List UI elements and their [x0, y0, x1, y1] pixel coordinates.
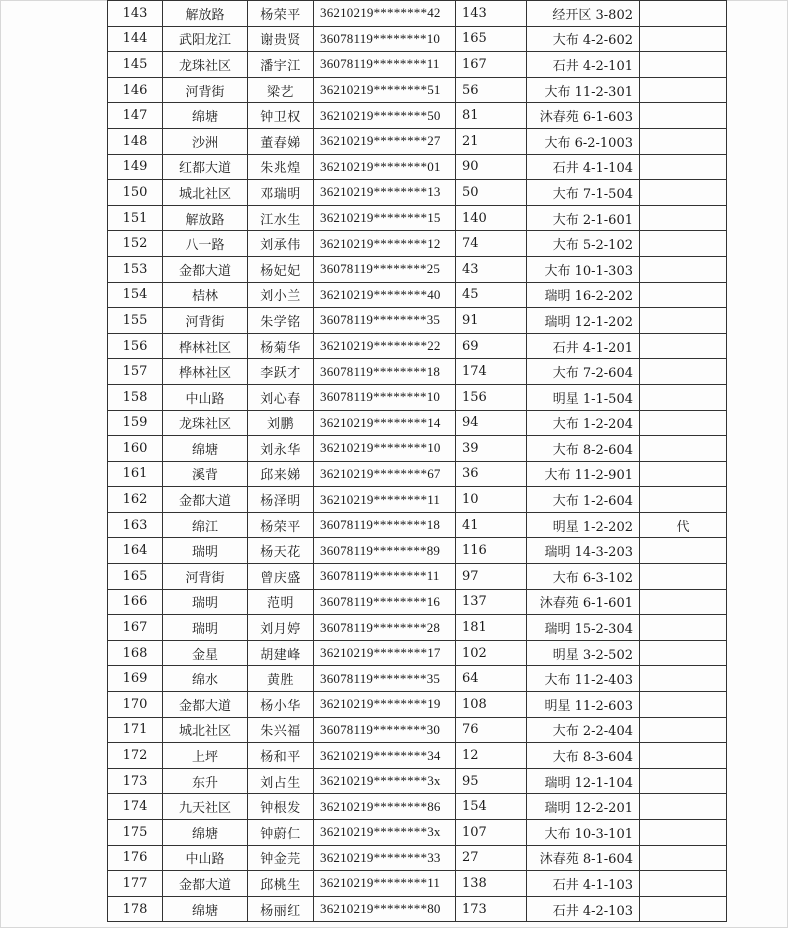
address-cell: 绵江 [163, 512, 248, 538]
id-number-cell: 36210219********11 [314, 871, 456, 897]
person-name-cell: 杨小华 [248, 692, 314, 718]
row-number-cell: 168 [108, 640, 163, 666]
table-row [108, 845, 727, 871]
address-cell: 八一路 [163, 231, 248, 257]
address-cell: 金都大道 [163, 256, 248, 282]
remark-cell [640, 768, 727, 794]
id-number-cell: 36210219********27 [314, 128, 456, 154]
person-name-cell: 朱兴福 [248, 717, 314, 743]
person-name-cell: 范明 [248, 589, 314, 615]
housing-unit-cell: 瑞明 12-1-202 [527, 308, 640, 334]
row-number-cell: 157 [108, 359, 163, 385]
id-number-cell: 36210219********22 [314, 333, 456, 359]
sequence-cell: 154 [456, 794, 527, 820]
person-name-cell: 杨荣平 [248, 512, 314, 538]
person-name-cell: 江水生 [248, 205, 314, 231]
person-name-cell: 刘小兰 [248, 282, 314, 308]
sequence-cell: 39 [456, 436, 527, 462]
id-number-cell: 36078119********25 [314, 256, 456, 282]
sequence-cell: 56 [456, 77, 527, 103]
housing-unit-cell: 大布 1-2-204 [527, 410, 640, 436]
person-name-cell: 朱兆煌 [248, 154, 314, 180]
sequence-cell: 108 [456, 692, 527, 718]
remark-cell [640, 359, 727, 385]
table-row [108, 77, 727, 103]
housing-unit-cell: 瑞明 15-2-304 [527, 615, 640, 641]
sequence-cell: 27 [456, 845, 527, 871]
table-row [108, 282, 727, 308]
sequence-cell: 95 [456, 768, 527, 794]
remark-cell [640, 743, 727, 769]
id-number-cell: 36210219********51 [314, 77, 456, 103]
remark-cell [640, 52, 727, 78]
row-number-cell: 159 [108, 410, 163, 436]
address-cell: 城北社区 [163, 717, 248, 743]
remark-cell [640, 487, 727, 513]
row-number-cell: 143 [108, 1, 163, 27]
address-cell: 武阳龙江 [163, 26, 248, 52]
table-row [108, 871, 727, 897]
id-number-cell: 36210219********33 [314, 845, 456, 871]
remark-cell [640, 77, 727, 103]
table-row [108, 589, 727, 615]
person-name-cell: 钟卫权 [248, 103, 314, 129]
address-cell: 绵水 [163, 666, 248, 692]
row-number-cell: 148 [108, 128, 163, 154]
table-row [108, 487, 727, 513]
row-number-cell: 174 [108, 794, 163, 820]
housing-unit-cell: 经开区 3-802 [527, 1, 640, 27]
housing-unit-cell: 瑞明 12-1-104 [527, 768, 640, 794]
remark-cell [640, 794, 727, 820]
address-cell: 龙珠社区 [163, 52, 248, 78]
person-name-cell: 谢贵贤 [248, 26, 314, 52]
remark-cell [640, 845, 727, 871]
remark-cell [640, 896, 727, 922]
sequence-cell: 10 [456, 487, 527, 513]
remark-cell [640, 692, 727, 718]
address-cell: 绵塘 [163, 103, 248, 129]
row-number-cell: 177 [108, 871, 163, 897]
address-cell: 河背街 [163, 77, 248, 103]
sequence-cell: 94 [456, 410, 527, 436]
person-name-cell: 潘宇江 [248, 52, 314, 78]
remark-cell [640, 538, 727, 564]
table-row [108, 256, 727, 282]
id-number-cell: 36078119********11 [314, 52, 456, 78]
table-row [108, 26, 727, 52]
person-name-cell: 李跃才 [248, 359, 314, 385]
housing-unit-cell: 大布 1-2-604 [527, 487, 640, 513]
remark-cell: 代 [640, 512, 727, 538]
housing-unit-cell: 沐春苑 8-1-604 [527, 845, 640, 871]
row-number-cell: 165 [108, 564, 163, 590]
address-cell: 红都大道 [163, 154, 248, 180]
table-row [108, 615, 727, 641]
row-number-cell: 162 [108, 487, 163, 513]
address-cell: 金都大道 [163, 487, 248, 513]
sequence-cell: 81 [456, 103, 527, 129]
table-row [108, 231, 727, 257]
housing-unit-cell: 石井 4-1-201 [527, 333, 640, 359]
person-name-cell: 朱学铭 [248, 308, 314, 334]
address-cell: 解放路 [163, 205, 248, 231]
row-number-cell: 147 [108, 103, 163, 129]
sequence-cell: 36 [456, 461, 527, 487]
remark-cell [640, 717, 727, 743]
address-cell: 绵塘 [163, 820, 248, 846]
row-number-cell: 161 [108, 461, 163, 487]
roster-table [107, 0, 727, 922]
table-row [108, 820, 727, 846]
sequence-cell: 91 [456, 308, 527, 334]
remark-cell [640, 564, 727, 590]
housing-unit-cell: 大布 4-2-602 [527, 26, 640, 52]
person-name-cell: 杨泽明 [248, 487, 314, 513]
row-number-cell: 153 [108, 256, 163, 282]
housing-unit-cell: 石井 4-1-104 [527, 154, 640, 180]
person-name-cell: 杨天花 [248, 538, 314, 564]
person-name-cell: 杨和平 [248, 743, 314, 769]
address-cell: 河背街 [163, 308, 248, 334]
housing-unit-cell: 瑞明 14-3-203 [527, 538, 640, 564]
remark-cell [640, 640, 727, 666]
row-number-cell: 150 [108, 180, 163, 206]
row-number-cell: 172 [108, 743, 163, 769]
sequence-cell: 76 [456, 717, 527, 743]
table-row [108, 180, 727, 206]
table-row [108, 1, 727, 27]
table-row [108, 666, 727, 692]
id-number-cell: 36210219********50 [314, 103, 456, 129]
remark-cell [640, 128, 727, 154]
table-row [108, 154, 727, 180]
sequence-cell: 174 [456, 359, 527, 385]
id-number-cell: 36210219********42 [314, 1, 456, 27]
id-number-cell: 36210219********3x [314, 768, 456, 794]
housing-unit-cell: 石井 4-2-101 [527, 52, 640, 78]
housing-unit-cell: 瑞明 12-2-201 [527, 794, 640, 820]
address-cell: 河背街 [163, 564, 248, 590]
housing-unit-cell: 大布 10-1-303 [527, 256, 640, 282]
remark-cell [640, 615, 727, 641]
row-number-cell: 145 [108, 52, 163, 78]
row-number-cell: 158 [108, 384, 163, 410]
table-row [108, 564, 727, 590]
sequence-cell: 156 [456, 384, 527, 410]
id-number-cell: 36210219********40 [314, 282, 456, 308]
roster-table-body [108, 1, 727, 922]
remark-cell [640, 666, 727, 692]
row-number-cell: 149 [108, 154, 163, 180]
person-name-cell: 钟金芫 [248, 845, 314, 871]
row-number-cell: 152 [108, 231, 163, 257]
table-row [108, 896, 727, 922]
table-row [108, 692, 727, 718]
id-number-cell: 36210219********11 [314, 487, 456, 513]
id-number-cell: 36078119********18 [314, 359, 456, 385]
id-number-cell: 36078119********10 [314, 384, 456, 410]
housing-unit-cell: 沐春苑 6-1-603 [527, 103, 640, 129]
row-number-cell: 163 [108, 512, 163, 538]
id-number-cell: 36210219********17 [314, 640, 456, 666]
row-number-cell: 173 [108, 768, 163, 794]
sequence-cell: 137 [456, 589, 527, 615]
id-number-cell: 36210219********12 [314, 231, 456, 257]
person-name-cell: 杨荣平 [248, 1, 314, 27]
person-name-cell: 邱桃生 [248, 871, 314, 897]
housing-unit-cell: 明星 1-2-202 [527, 512, 640, 538]
person-name-cell: 杨丽红 [248, 896, 314, 922]
table-row [108, 308, 727, 334]
id-number-cell: 36210219********13 [314, 180, 456, 206]
table-row [108, 538, 727, 564]
id-number-cell: 36078119********16 [314, 589, 456, 615]
row-number-cell: 156 [108, 333, 163, 359]
id-number-cell: 36210219********10 [314, 436, 456, 462]
housing-unit-cell: 明星 11-2-603 [527, 692, 640, 718]
housing-unit-cell: 大布 7-2-604 [527, 359, 640, 385]
person-name-cell: 刘鹏 [248, 410, 314, 436]
person-name-cell: 刘永华 [248, 436, 314, 462]
row-number-cell: 167 [108, 615, 163, 641]
remark-cell [640, 205, 727, 231]
row-number-cell: 176 [108, 845, 163, 871]
id-number-cell: 36210219********14 [314, 410, 456, 436]
person-name-cell: 梁艺 [248, 77, 314, 103]
address-cell: 东升 [163, 768, 248, 794]
person-name-cell: 杨菊华 [248, 333, 314, 359]
person-name-cell: 曾庆盛 [248, 564, 314, 590]
person-name-cell: 刘承伟 [248, 231, 314, 257]
remark-cell [640, 180, 727, 206]
table-row [108, 103, 727, 129]
table-row [108, 52, 727, 78]
address-cell: 瑞明 [163, 615, 248, 641]
sequence-cell: 181 [456, 615, 527, 641]
housing-unit-cell: 石井 4-2-103 [527, 896, 640, 922]
address-cell: 城北社区 [163, 180, 248, 206]
table-row [108, 384, 727, 410]
row-number-cell: 160 [108, 436, 163, 462]
address-cell: 金都大道 [163, 692, 248, 718]
remark-cell [640, 333, 727, 359]
remark-cell [640, 871, 727, 897]
sequence-cell: 43 [456, 256, 527, 282]
housing-unit-cell: 明星 1-1-504 [527, 384, 640, 410]
address-cell: 九天社区 [163, 794, 248, 820]
housing-unit-cell: 大布 8-3-604 [527, 743, 640, 769]
id-number-cell: 36210219********67 [314, 461, 456, 487]
id-number-cell: 36078119********28 [314, 615, 456, 641]
address-cell: 中山路 [163, 384, 248, 410]
housing-unit-cell: 沐春苑 6-1-601 [527, 589, 640, 615]
address-cell: 中山路 [163, 845, 248, 871]
table-row [108, 410, 727, 436]
sequence-cell: 143 [456, 1, 527, 27]
table-row [108, 436, 727, 462]
address-cell: 桦林社区 [163, 333, 248, 359]
remark-cell [640, 231, 727, 257]
remark-cell [640, 589, 727, 615]
person-name-cell: 钟蔚仁 [248, 820, 314, 846]
table-row [108, 794, 727, 820]
sequence-cell: 45 [456, 282, 527, 308]
housing-unit-cell: 大布 10-3-101 [527, 820, 640, 846]
address-cell: 沙洲 [163, 128, 248, 154]
sequence-cell: 90 [456, 154, 527, 180]
housing-unit-cell: 大布 11-2-901 [527, 461, 640, 487]
row-number-cell: 154 [108, 282, 163, 308]
sequence-cell: 167 [456, 52, 527, 78]
id-number-cell: 36210219********3x [314, 820, 456, 846]
address-cell: 金星 [163, 640, 248, 666]
person-name-cell: 刘心春 [248, 384, 314, 410]
sequence-cell: 107 [456, 820, 527, 846]
person-name-cell: 杨妃妃 [248, 256, 314, 282]
housing-unit-cell: 大布 11-2-301 [527, 77, 640, 103]
row-number-cell: 155 [108, 308, 163, 334]
id-number-cell: 36078119********89 [314, 538, 456, 564]
person-name-cell: 钟根发 [248, 794, 314, 820]
address-cell: 金都大道 [163, 871, 248, 897]
row-number-cell: 144 [108, 26, 163, 52]
person-name-cell: 邓瑞明 [248, 180, 314, 206]
address-cell: 瑞明 [163, 538, 248, 564]
housing-unit-cell: 大布 11-2-403 [527, 666, 640, 692]
table-row [108, 512, 727, 538]
housing-unit-cell: 大布 2-2-404 [527, 717, 640, 743]
person-name-cell: 黄胜 [248, 666, 314, 692]
row-number-cell: 166 [108, 589, 163, 615]
sequence-cell: 21 [456, 128, 527, 154]
housing-unit-cell: 大布 6-3-102 [527, 564, 640, 590]
housing-unit-cell: 大布 5-2-102 [527, 231, 640, 257]
remark-cell [640, 103, 727, 129]
remark-cell [640, 26, 727, 52]
sequence-cell: 12 [456, 743, 527, 769]
housing-unit-cell: 石井 4-1-103 [527, 871, 640, 897]
row-number-cell: 164 [108, 538, 163, 564]
address-cell: 桦林社区 [163, 359, 248, 385]
housing-unit-cell: 大布 7-1-504 [527, 180, 640, 206]
address-cell: 桔林 [163, 282, 248, 308]
remark-cell [640, 308, 727, 334]
id-number-cell: 36210219********15 [314, 205, 456, 231]
sequence-cell: 102 [456, 640, 527, 666]
sequence-cell: 138 [456, 871, 527, 897]
sequence-cell: 50 [456, 180, 527, 206]
address-cell: 龙珠社区 [163, 410, 248, 436]
table-row [108, 333, 727, 359]
address-cell: 上坪 [163, 743, 248, 769]
remark-cell [640, 410, 727, 436]
address-cell: 绵塘 [163, 436, 248, 462]
housing-unit-cell: 大布 8-2-604 [527, 436, 640, 462]
id-number-cell: 36078119********35 [314, 308, 456, 334]
person-name-cell: 董春娣 [248, 128, 314, 154]
address-cell: 溪背 [163, 461, 248, 487]
id-number-cell: 36078119********10 [314, 26, 456, 52]
table-row [108, 640, 727, 666]
sequence-cell: 97 [456, 564, 527, 590]
sequence-cell: 74 [456, 231, 527, 257]
remark-cell [640, 384, 727, 410]
id-number-cell: 36210219********80 [314, 896, 456, 922]
housing-unit-cell: 大布 6-2-1003 [527, 128, 640, 154]
person-name-cell: 刘月婷 [248, 615, 314, 641]
sequence-cell: 69 [456, 333, 527, 359]
person-name-cell: 胡建峰 [248, 640, 314, 666]
row-number-cell: 178 [108, 896, 163, 922]
table-row [108, 205, 727, 231]
sequence-cell: 165 [456, 26, 527, 52]
id-number-cell: 36078119********35 [314, 666, 456, 692]
remark-cell [640, 461, 727, 487]
address-cell: 瑞明 [163, 589, 248, 615]
id-number-cell: 36078119********30 [314, 717, 456, 743]
sequence-cell: 41 [456, 512, 527, 538]
row-number-cell: 169 [108, 666, 163, 692]
table-row [108, 717, 727, 743]
remark-cell [640, 820, 727, 846]
id-number-cell: 36210219********01 [314, 154, 456, 180]
row-number-cell: 170 [108, 692, 163, 718]
sequence-cell: 64 [456, 666, 527, 692]
housing-unit-cell: 明星 3-2-502 [527, 640, 640, 666]
remark-cell [640, 282, 727, 308]
sequence-cell: 140 [456, 205, 527, 231]
id-number-cell: 36210219********86 [314, 794, 456, 820]
person-name-cell: 邱来娣 [248, 461, 314, 487]
table-row [108, 461, 727, 487]
remark-cell [640, 1, 727, 27]
table-row [108, 359, 727, 385]
id-number-cell: 36078119********18 [314, 512, 456, 538]
row-number-cell: 146 [108, 77, 163, 103]
housing-unit-cell: 大布 2-1-601 [527, 205, 640, 231]
remark-cell [640, 436, 727, 462]
row-number-cell: 175 [108, 820, 163, 846]
id-number-cell: 36210219********34 [314, 743, 456, 769]
table-row [108, 768, 727, 794]
row-number-cell: 171 [108, 717, 163, 743]
address-cell: 解放路 [163, 1, 248, 27]
table-row [108, 128, 727, 154]
remark-cell [640, 154, 727, 180]
housing-unit-cell: 瑞明 16-2-202 [527, 282, 640, 308]
remark-cell [640, 256, 727, 282]
person-name-cell: 刘占生 [248, 768, 314, 794]
table-row [108, 743, 727, 769]
id-number-cell: 36078119********11 [314, 564, 456, 590]
id-number-cell: 36210219********19 [314, 692, 456, 718]
sequence-cell: 116 [456, 538, 527, 564]
row-number-cell: 151 [108, 205, 163, 231]
address-cell: 绵塘 [163, 896, 248, 922]
sequence-cell: 173 [456, 896, 527, 922]
